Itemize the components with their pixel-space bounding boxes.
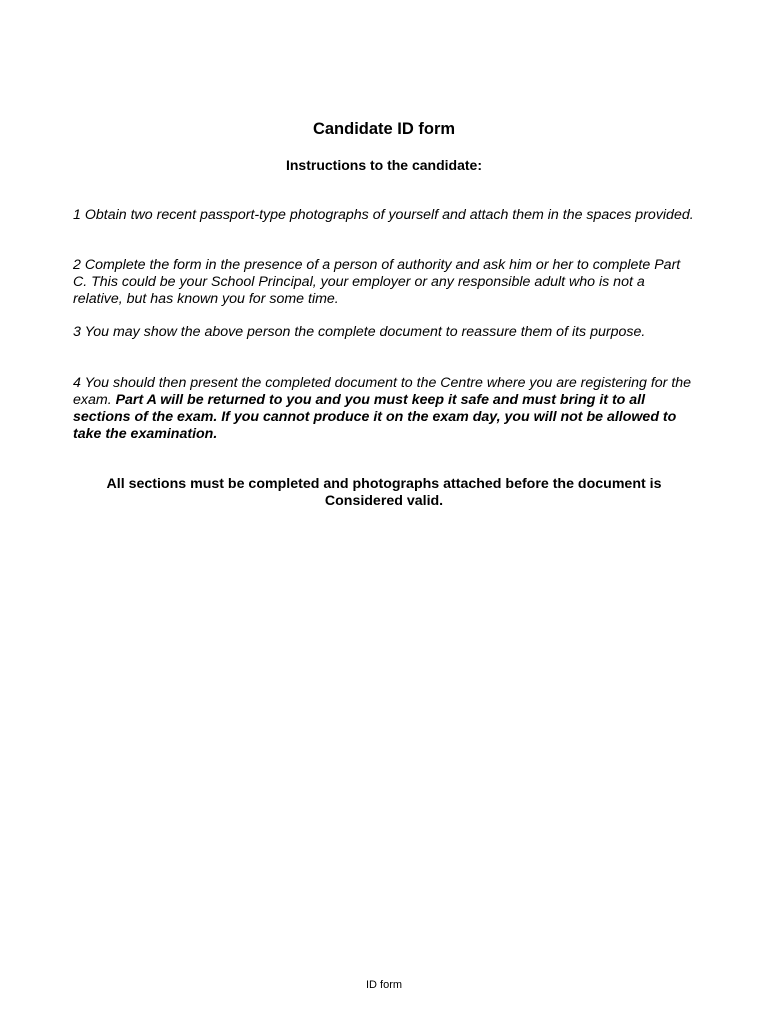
- validity-note: All sections must be completed and photographs attached before the document is Considered valid.: [106, 476, 662, 509]
- instruction-item-3: [73, 324, 695, 341]
- instructions-heading: Instructions to the candidate:: [285, 157, 482, 173]
- instruction-item-4-text: 4 You should then present the completed document to the Centre where you are registering for the exam.: [73, 375, 692, 408]
- instruction-item-2: [73, 257, 695, 308]
- page-footer: ID form: [365, 979, 403, 991]
- instruction-item-2-text: 2 Complete the form in the presence of a person of authority and ask him or her to complete Part C. This could be your School Principal, your employer or any responsible adult who is not a relative, but has known you for some time.: [73, 257, 681, 307]
- page-title: Candidate ID form: [312, 120, 456, 138]
- instruction-item-4-bold-text: Part A will be returned to you and you must keep it safe and must bring it to all sections of the exam. If you cannot produce it on the exam day, you will not be allowed to take the examination.: [73, 392, 677, 442]
- instruction-item-4: [73, 375, 695, 443]
- instruction-item-3-text: 3 You may show the above person the complete document to reassure them of its purpose.: [73, 324, 646, 340]
- instruction-item-1-text: 1 Obtain two recent passport-type photographs of yourself and attach them in the spaces provided.: [73, 207, 694, 223]
- instruction-item-1: [73, 207, 695, 224]
